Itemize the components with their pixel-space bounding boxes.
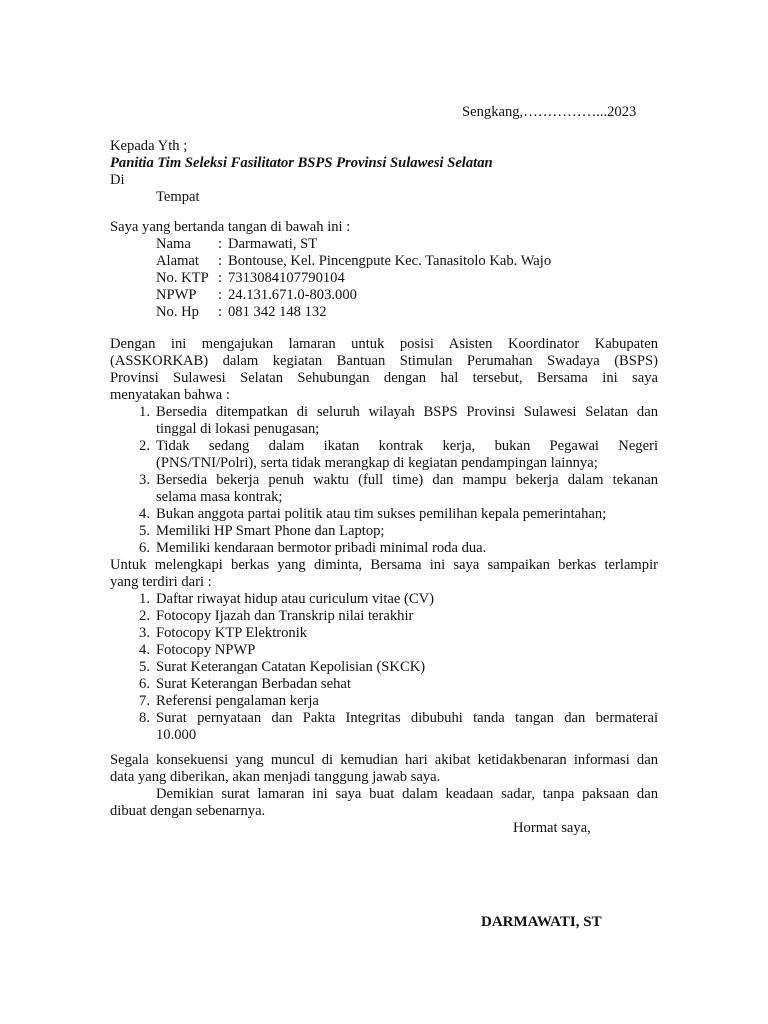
list-text: Fotocopy KTP Elektronik xyxy=(156,625,308,641)
paragraph-line: Untuk melengkapi berkas yang diminta, Bersama ini saya sampaikan berkas terlampir xyxy=(110,557,658,573)
identity-key: No. KTP xyxy=(156,270,209,286)
list-number: 5. xyxy=(139,523,150,539)
identity-value: 081 342 148 132 xyxy=(228,304,327,320)
list-text: Bersedia ditempatkan di seluruh wilayah BSPS Provinsi Sulawesi Selatan dan xyxy=(156,404,658,420)
di-label: Di xyxy=(110,172,125,188)
list-number: 5. xyxy=(139,659,150,675)
list-number: 4. xyxy=(139,506,150,522)
identity-value: Bontouse, Kel. Pincengpute Kec. Tanasitolo Kab. Wajo xyxy=(228,253,552,269)
identity-row: No. Hp : 081 342 148 132 xyxy=(156,304,327,320)
paragraph-line: Provinsi Sulawesi Selatan Sehubungan dengan hal tersebut, Bersama ini saya xyxy=(110,370,658,386)
list-text: Daftar riwayat hidup atau curiculum vitae (CV) xyxy=(156,591,434,607)
closing-salutation: Hormat saya, xyxy=(513,820,591,836)
list-text: Memiliki kendaraan bermotor pribadi minimal roda dua. xyxy=(156,540,487,556)
paragraph-line: Dengan ini mengajukan lamaran untuk posisi Asisten Koordinator Kabupaten xyxy=(110,336,658,352)
paragraph-line: Segala konsekuensi yang muncul di kemudian hari akibat ketidakbenaran informasi dan xyxy=(110,752,658,768)
recipient: Panitia Tim Seleksi Fasilitator BSPS Provinsi Sulawesi Selatan xyxy=(110,155,493,171)
identity-row: Nama : Darmawati, ST xyxy=(156,236,318,252)
list-number: 1. xyxy=(139,404,150,420)
intro-text: Saya yang bertanda tangan di bawah ini : xyxy=(110,219,351,235)
list-text: Surat pernyataan dan Pakta Integritas dibubuhi tanda tangan dan bermaterai xyxy=(156,710,658,726)
list-text: tinggal di lokasi penugasan; xyxy=(156,421,320,437)
list-text: 10.000 xyxy=(156,727,197,743)
identity-row: No. KTP : 7313084107790104 xyxy=(156,270,345,286)
list-text: Bersedia bekerja penuh waktu (full time) dan mampu bekerja dalam tekanan xyxy=(156,472,658,488)
paragraph-line: (ASSKORKAB) dalam kegiatan Bantuan Stimulan Perumahan Swadaya (BSPS) xyxy=(110,353,658,369)
list-text: Surat Keterangan Catatan Kepolisian (SKCK) xyxy=(156,659,426,675)
list-text: Surat Keterangan Berbadan sehat xyxy=(156,676,351,692)
paragraph-line: menyatakan bahwa : xyxy=(110,387,230,403)
list-number: 6. xyxy=(139,540,150,556)
identity-value: 7313084107790104 xyxy=(228,270,345,286)
list-text: selama masa kontrak; xyxy=(156,489,283,505)
identity-value: 24.131.671.0-803.000 xyxy=(228,287,357,303)
identity-key: No. Hp xyxy=(156,304,199,320)
list-number: 2. xyxy=(139,608,150,624)
list-text: Bukan anggota partai politik atau tim sukses pemilihan kepala pemerintahan; xyxy=(156,506,607,522)
identity-key: NPWP xyxy=(156,287,197,303)
list-text: Fotocopy NPWP xyxy=(156,642,256,658)
paragraph-line: data yang diberikan, akan menjadi tanggung jawab saya. xyxy=(110,769,441,785)
list-number: 3. xyxy=(139,625,150,641)
list-text: (PNS/TNI/Polri), serta tidak merangkap di kegiatan pendampingan lainnya; xyxy=(156,455,598,471)
to-line: Kepada Yth ; xyxy=(110,138,188,154)
list-number: 1. xyxy=(139,591,150,607)
list-text: Memiliki HP Smart Phone dan Laptop; xyxy=(156,523,385,539)
tempat-label: Tempat xyxy=(156,189,200,205)
list-text: Referensi pengalaman kerja xyxy=(156,693,319,709)
identity-row: NPWP : 24.131.671.0-803.000 xyxy=(156,287,357,303)
list-number: 8. xyxy=(139,710,150,726)
list-number: 6. xyxy=(139,676,150,692)
list-text: Fotocopy Ijazah dan Transkrip nilai terakhir xyxy=(156,608,414,624)
paragraph-line: yang terdiri dari : xyxy=(110,574,212,590)
identity-key: Nama xyxy=(156,236,191,252)
identity-row: Alamat : Bontouse, Kel. Pincengpute Kec. Tanasitolo Kab. Wajo xyxy=(156,253,552,269)
list-number: 2. xyxy=(139,438,150,454)
identity-value: Darmawati, ST xyxy=(228,236,318,252)
list-text: Tidak sedang dalam ikatan kontrak kerja, bukan Pegawai Negeri xyxy=(156,438,658,454)
list-number: 4. xyxy=(139,642,150,658)
signatory-name: DARMAWATI, ST xyxy=(481,914,602,930)
identity-key: Alamat xyxy=(156,253,199,269)
place-date: Sengkang,……………...2023 xyxy=(462,104,637,120)
list-number: 3. xyxy=(139,472,150,488)
list-number: 7. xyxy=(139,693,150,709)
paragraph-line: dibuat dengan sebenarnya. xyxy=(110,803,266,819)
paragraph-line: Demikian surat lamaran ini saya buat dalam keadaan sadar, tanpa paksaan dan xyxy=(156,786,658,802)
